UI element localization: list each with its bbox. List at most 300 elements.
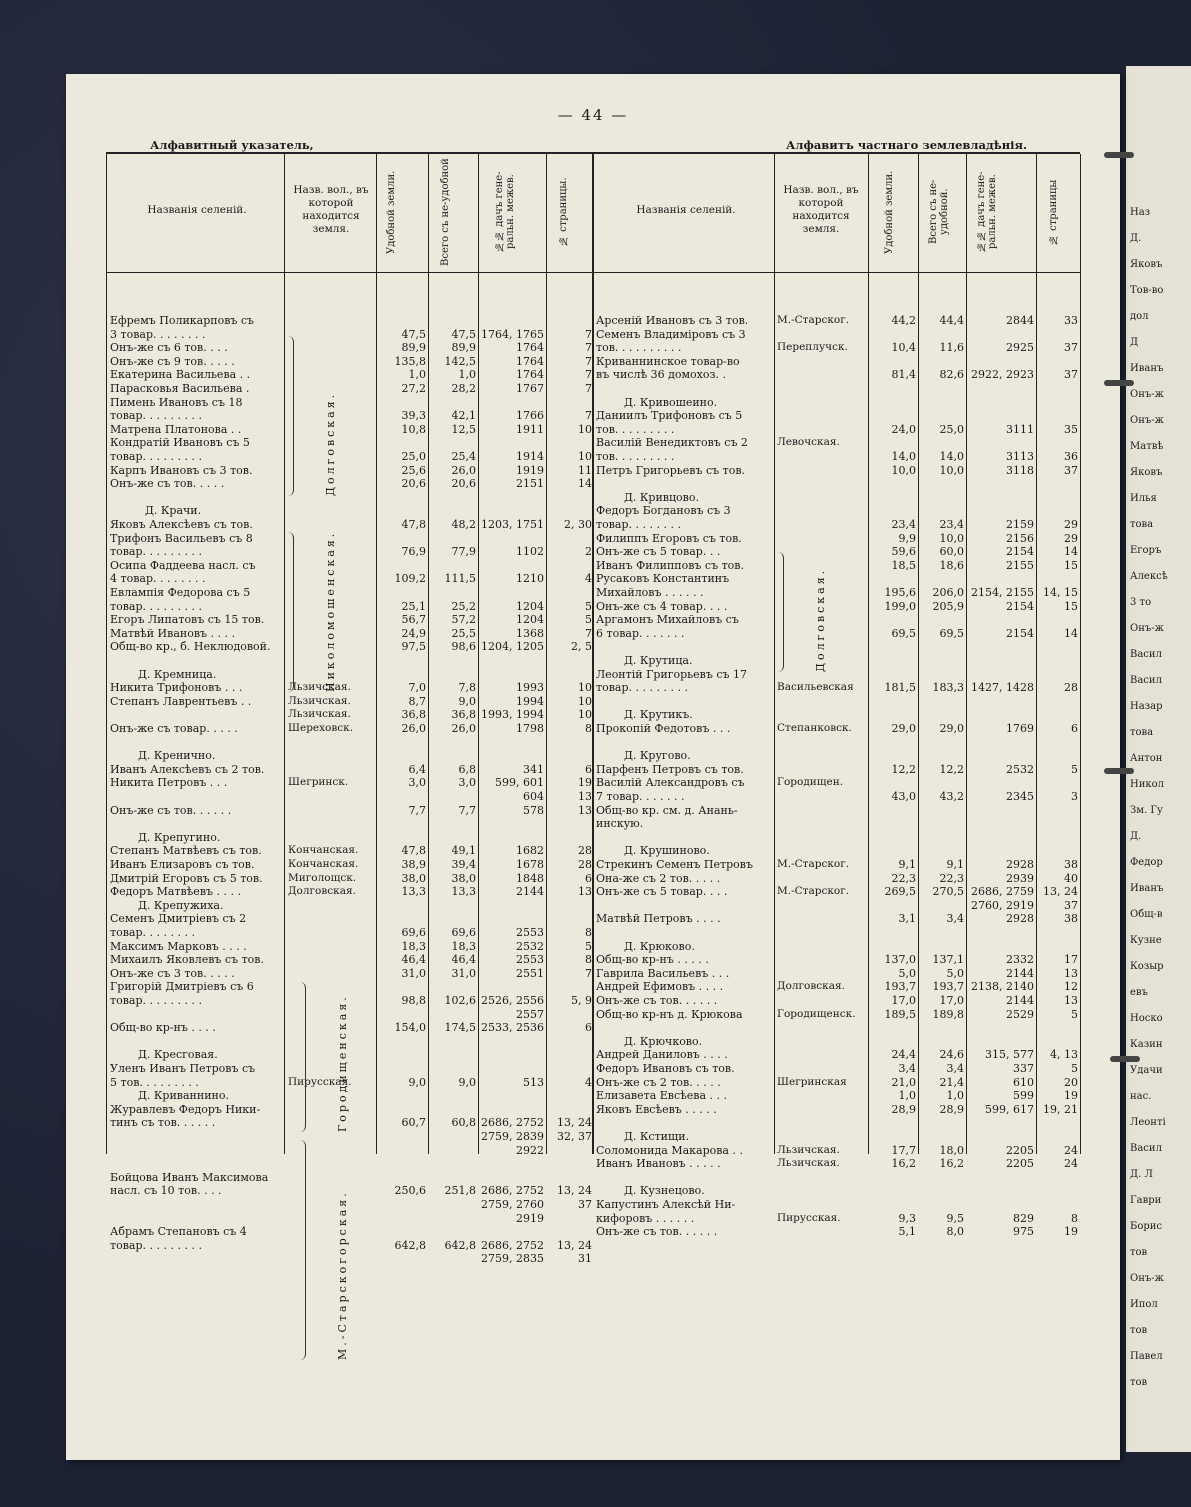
- row-total: 25,5: [451, 626, 476, 640]
- row-total: 31,0: [451, 966, 476, 980]
- row-name: Евлампія Федорова съ 5: [110, 586, 251, 599]
- row-dachi: 1914: [516, 450, 544, 463]
- row-total: 14,0: [939, 450, 964, 463]
- row-dachi: 1210: [516, 572, 544, 586]
- row-udob: 76,9: [401, 545, 426, 559]
- row-udob: 24,4: [891, 1048, 916, 1062]
- row-total: 11,6: [939, 341, 964, 355]
- row-dachi: 2686, 2752: [481, 1184, 544, 1198]
- row-page: 5: [1071, 762, 1078, 776]
- row-dachi: 2151: [516, 477, 544, 491]
- row-name: товар. . . . . . . . .: [596, 681, 688, 695]
- row-udob: 7,7: [408, 803, 426, 817]
- row-page: 5, 9: [571, 994, 592, 1007]
- row-page: 2, 5: [571, 640, 592, 654]
- row-name: Д. Кстищи.: [596, 1130, 690, 1143]
- next-page-fragment: Егоръ: [1130, 545, 1162, 556]
- row-dachi: 2154: [1006, 626, 1034, 640]
- row-dachi: 604: [523, 790, 544, 803]
- row-page: 13, 24: [557, 1184, 592, 1198]
- row-udob: 18,3: [401, 939, 426, 953]
- row-total: 1,0: [458, 368, 476, 382]
- group-brace: [300, 1140, 306, 1360]
- row-page: 11: [578, 463, 592, 477]
- row-udob: 24,0: [891, 422, 916, 436]
- row-page: 5: [585, 613, 592, 627]
- row-dachi: 2759, 2835: [481, 1252, 544, 1266]
- row-volost: М.-Старског.: [777, 858, 850, 870]
- row-udob: 22,3: [891, 871, 916, 885]
- row-udob: 137,0: [884, 953, 916, 967]
- page-number: — 44 —: [557, 106, 629, 124]
- row-dachi: 1764: [516, 368, 544, 382]
- row-udob: 7,0: [408, 681, 426, 695]
- row-name: кифоровъ . . . . . .: [596, 1211, 695, 1225]
- binder-clip-bottom: [1110, 1056, 1140, 1062]
- row-udob: 10,0: [891, 463, 916, 477]
- row-name: Егоръ Липатовъ съ 15 тов.: [110, 613, 265, 627]
- row-dachi: 975: [1013, 1225, 1034, 1239]
- row-udob: 642,8: [394, 1238, 426, 1252]
- row-dachi: 1911: [516, 422, 544, 436]
- row-udob: 3,0: [408, 776, 426, 790]
- row-name: Онъ-же съ тов. . . . . .: [596, 1225, 718, 1239]
- row-name: Иванъ Филипповъ съ тов.: [596, 558, 744, 572]
- row-udob: 250,6: [394, 1184, 426, 1198]
- row-udob: 60,7: [401, 1116, 426, 1130]
- row-dachi: 1102: [516, 545, 544, 559]
- row-total: 3,4: [946, 1062, 964, 1075]
- next-page-fragment: Васил: [1130, 1143, 1162, 1154]
- row-dachi: 1764: [516, 341, 544, 355]
- row-udob: 24,9: [401, 626, 426, 640]
- row-dachi: 1798: [516, 722, 544, 735]
- row-udob: 89,9: [401, 341, 426, 355]
- row-page: 37: [1064, 898, 1078, 912]
- row-volost: Городищен.: [777, 776, 844, 789]
- row-total: 12,5: [451, 422, 476, 436]
- row-total: 16,2: [939, 1157, 964, 1171]
- next-page-fragment: Носко: [1130, 1013, 1163, 1024]
- row-name: Общ-во кр-нъ . . . . .: [596, 953, 709, 967]
- row-udob: 39,3: [401, 409, 426, 423]
- row-page: 4: [585, 1075, 592, 1089]
- row-udob: 27,2: [401, 382, 426, 395]
- row-udob: 38,9: [401, 858, 426, 871]
- row-dachi: 315, 577: [985, 1048, 1034, 1062]
- next-page-fragment: Васил: [1130, 649, 1162, 660]
- row-dachi: 1204: [516, 599, 544, 613]
- next-page-fragment: Удачи: [1130, 1065, 1163, 1076]
- row-total: 189,8: [932, 1007, 964, 1021]
- row-name: Даниилъ Трифоновъ съ 5: [596, 409, 743, 423]
- row-name: Карпъ Ивановъ съ 3 тов.: [110, 463, 253, 477]
- row-page: 10: [578, 422, 592, 436]
- header-volost-right: Назв. вол., въ которой находится земля.: [783, 184, 859, 235]
- row-total: 137,1: [932, 953, 964, 967]
- row-udob: 135,8: [394, 354, 426, 368]
- row-page: 36: [1064, 450, 1078, 463]
- row-volost: Левочская.: [777, 436, 840, 449]
- row-name: товар. . . . . . . . .: [110, 1238, 202, 1252]
- row-total: 29,0: [939, 722, 964, 735]
- next-page-fragment: Назар: [1130, 701, 1163, 712]
- row-total: 43,2: [939, 790, 964, 803]
- next-page-fragment: тов: [1130, 1247, 1148, 1258]
- row-total: 10,0: [939, 463, 964, 477]
- row-total: 28,9: [939, 1102, 964, 1116]
- row-name: Бойцова Иванъ Максимова: [110, 1170, 269, 1184]
- row-total: 13,3: [451, 885, 476, 899]
- row-total: 69,6: [451, 926, 476, 939]
- row-dachi: 2551: [516, 966, 544, 980]
- row-total: 60,8: [451, 1116, 476, 1130]
- header-right: Алфавитъ частнаго землевладѣнія.: [786, 138, 1028, 152]
- row-name: Общ-во кр., б. Неклюдовой.: [110, 640, 271, 654]
- row-name: Д. Крачи.: [110, 504, 202, 518]
- row-name: 6 товар. . . . . . .: [596, 626, 685, 640]
- row-name: 3 товар. . . . . . . .: [110, 327, 206, 341]
- row-name: Михаилъ Яковлевъ съ тов.: [110, 953, 264, 967]
- row-page: 19, 21: [1043, 1102, 1078, 1116]
- row-name: Общ-во кр-нъ д. Крюкова: [596, 1007, 743, 1021]
- row-page: 24: [1064, 1143, 1078, 1157]
- row-total: 18,6: [939, 558, 964, 572]
- row-dachi: 3113: [1006, 450, 1034, 463]
- row-udob: 16,2: [891, 1157, 916, 1171]
- row-dachi: 2759, 2839: [481, 1130, 544, 1143]
- next-page-fragment: това: [1130, 727, 1154, 738]
- header-page-right: № страницы: [1048, 179, 1059, 245]
- row-dachi: 2553: [516, 953, 544, 967]
- row-dachi: 2759, 2760: [481, 1198, 544, 1211]
- row-dachi: 2159: [1006, 518, 1034, 531]
- row-total: 5,0: [946, 966, 964, 980]
- row-volost: Шегринская: [777, 1075, 847, 1088]
- row-total: 642,8: [444, 1238, 476, 1252]
- row-name: Яковъ Алексѣевъ съ тов.: [110, 518, 253, 531]
- row-name: Онъ-же съ тов. . . . .: [110, 477, 225, 491]
- row-page: 6: [585, 871, 592, 885]
- row-udob: 25,6: [401, 463, 426, 477]
- row-name: Степанъ Лаврентьевъ . .: [110, 694, 252, 708]
- row-total: 12,2: [939, 762, 964, 776]
- row-total: 82,6: [939, 368, 964, 382]
- row-volost: Переплучск.: [777, 341, 848, 354]
- row-dachi: 2939: [1006, 871, 1034, 885]
- row-name: Онъ-же съ тов. . . . . .: [110, 803, 232, 817]
- row-name: Гаврила Васильевъ . . .: [596, 966, 730, 980]
- row-name: Онъ-же съ товар. . . . .: [110, 722, 238, 735]
- row-name: Михайловъ . . . . . .: [596, 586, 704, 599]
- row-name: Онъ-же съ 9 тов. . . . .: [110, 354, 235, 368]
- row-dachi: 1204: [516, 613, 544, 627]
- row-total: 251,8: [444, 1184, 476, 1198]
- row-dachi: 2144: [1006, 994, 1034, 1007]
- row-name: товар. . . . . . . . .: [110, 994, 202, 1007]
- row-dachi: 1368: [516, 626, 544, 640]
- row-dachi: 599, 617: [985, 1102, 1034, 1116]
- row-total: 36,8: [451, 708, 476, 722]
- row-page: 32, 37: [557, 1130, 592, 1143]
- next-page-fragment: Иванъ: [1130, 363, 1164, 374]
- row-page: 6: [585, 762, 592, 776]
- row-name: Федоръ Ивановъ съ тов.: [596, 1062, 735, 1075]
- row-udob: 44,2: [891, 314, 916, 327]
- next-page-fragment: Илья: [1130, 493, 1157, 504]
- row-dachi: 341: [523, 762, 544, 776]
- row-page: 7: [585, 409, 592, 423]
- row-page: 37: [1064, 341, 1078, 355]
- row-dachi: 2144: [516, 885, 544, 899]
- row-volost: Миголощск.: [288, 871, 357, 884]
- group-brace: [300, 982, 306, 1132]
- row-udob: 31,0: [401, 966, 426, 980]
- row-name: Осипа Фаддеева насл. съ: [110, 558, 256, 572]
- row-total: 38,0: [451, 871, 476, 885]
- row-udob: 1,0: [408, 368, 426, 382]
- row-page: 38: [1064, 858, 1078, 871]
- row-name: Степанъ Матвѣевъ съ тов.: [110, 844, 262, 858]
- row-page: 40: [1064, 871, 1078, 885]
- row-page: 14: [1064, 545, 1078, 559]
- row-udob: 36,8: [401, 708, 426, 722]
- row-name: Никита Трифоновъ . . .: [110, 681, 243, 695]
- header-volost-left: Назв. вол., въ которой находится земля.: [293, 184, 369, 235]
- row-page: 15: [1064, 558, 1078, 572]
- row-dachi: 1993: [516, 681, 544, 695]
- group-brace: [778, 552, 784, 672]
- row-page: 29: [1064, 518, 1078, 531]
- next-page-fragment: евъ: [1130, 987, 1148, 998]
- row-name: Д. Кремница.: [110, 667, 217, 681]
- row-name: Пимень Ивановъ съ 18: [110, 395, 243, 409]
- row-udob: 193,7: [884, 980, 916, 994]
- row-page: 14: [578, 477, 592, 491]
- row-dachi: 1678: [516, 858, 544, 871]
- row-page: 14: [1064, 626, 1078, 640]
- row-udob: 14,0: [891, 450, 916, 463]
- row-name: Онъ-же съ 5 товар. . . .: [596, 885, 728, 899]
- next-page-fragment: Онъ-ж: [1130, 1273, 1164, 1284]
- next-page-fragment: Ипол: [1130, 1299, 1158, 1310]
- row-dachi: 829: [1013, 1211, 1034, 1225]
- binder-clip-top: [1104, 152, 1134, 158]
- next-page-fragment: тов: [1130, 1377, 1148, 1388]
- row-volost: Льзичская.: [288, 708, 351, 721]
- row-name: Д. Кузнецово.: [596, 1184, 705, 1198]
- row-udob: 26,0: [401, 722, 426, 735]
- row-volost: Льзичская.: [777, 1157, 840, 1170]
- row-name: 7 товар. . . . . . .: [596, 790, 685, 803]
- row-page: 8: [1071, 1211, 1078, 1225]
- row-udob: 3,1: [898, 912, 916, 926]
- row-name: товар. . . . . . . .: [596, 518, 681, 531]
- row-page: 7: [585, 341, 592, 355]
- row-name: Василій Александровъ съ: [596, 776, 745, 790]
- row-total: 142,5: [444, 354, 476, 368]
- row-udob: 25,0: [401, 450, 426, 463]
- next-page-fragment: Федор: [1130, 857, 1163, 868]
- row-name: товар. . . . . . . . .: [110, 599, 202, 613]
- row-name: Андрей Даниловъ . . . .: [596, 1048, 728, 1062]
- row-dachi: 513: [523, 1075, 544, 1089]
- next-page-fragment: Д.: [1130, 831, 1142, 842]
- row-udob: 199,0: [884, 599, 916, 613]
- row-page: 17: [1064, 953, 1078, 967]
- row-page: 14, 15: [1043, 586, 1078, 599]
- row-dachi: 1994: [516, 694, 544, 708]
- row-volost: Степанковск.: [777, 722, 852, 734]
- row-name: Матвѣй Ивановъ . . . .: [110, 626, 236, 640]
- row-page: 19: [578, 776, 592, 790]
- row-total: 48,2: [451, 518, 476, 531]
- row-name: Трифонъ Васильевъ съ 8: [110, 531, 253, 545]
- next-page-fragment: Леонті: [1130, 1117, 1166, 1128]
- row-name: Д. Крепужиха.: [110, 898, 224, 912]
- row-name: Общ-во кр-нъ . . . .: [110, 1021, 216, 1035]
- group-volost-label: Городищенская.: [336, 994, 349, 1132]
- row-total: 18,0: [939, 1143, 964, 1157]
- row-name: Д. Крутикъ.: [596, 708, 693, 722]
- row-total: 3,0: [458, 776, 476, 790]
- row-name: Кондратій Ивановъ съ 5: [110, 436, 250, 450]
- row-dachi: 1427, 1428: [971, 681, 1034, 695]
- row-name: Д. Кривошеино.: [596, 395, 718, 409]
- header-udob-right: Удобной земли.: [884, 170, 895, 254]
- row-total: 89,9: [451, 341, 476, 355]
- row-volost: Кончанская.: [288, 844, 359, 857]
- row-total: 49,1: [451, 844, 476, 858]
- row-dachi: 2533, 2536: [481, 1021, 544, 1035]
- row-total: 9,5: [946, 1211, 964, 1225]
- row-udob: 25,1: [401, 599, 426, 613]
- row-page: 7: [585, 382, 592, 395]
- group-volost-label: М.-Старскогорская.: [336, 1190, 349, 1360]
- book-page: [66, 74, 1120, 1460]
- row-total: 6,8: [458, 762, 476, 776]
- row-name: Дмитрій Егоровъ съ 5 тов.: [110, 871, 263, 885]
- row-total: 77,9: [451, 545, 476, 559]
- header-page-left: № страницы.: [558, 177, 569, 247]
- row-name: товар. . . . . . . . .: [110, 450, 202, 463]
- row-page: 28: [578, 844, 592, 858]
- row-total: 39,4: [451, 858, 476, 871]
- row-name: Д. Крушиново.: [596, 844, 710, 858]
- row-page: 37: [578, 1198, 592, 1211]
- row-name: Онъ-же съ тов. . . . . .: [596, 994, 718, 1007]
- next-page-fragment: това: [1130, 519, 1154, 530]
- row-name: Яковъ Евсѣевъ . . . . .: [596, 1102, 717, 1116]
- column-rule: [592, 154, 594, 1154]
- header-dachi-right: №№ дачъ гене-ральн. межев.: [976, 171, 998, 253]
- row-dachi: 2686, 2752: [481, 1238, 544, 1252]
- row-page: 15: [1064, 599, 1078, 613]
- row-total: 22,3: [939, 871, 964, 885]
- row-total: 21,4: [939, 1075, 964, 1089]
- row-dachi: 578: [523, 803, 544, 817]
- row-udob: 47,8: [401, 844, 426, 858]
- row-volost: Долговская.: [777, 980, 845, 993]
- row-total: 7,7: [458, 803, 476, 817]
- row-volost: Городищенск.: [777, 1007, 856, 1020]
- next-page-fragment: Яковъ: [1130, 259, 1163, 270]
- row-name: Д. Кривцово.: [596, 490, 699, 504]
- row-name: Аргамонъ Михайловъ съ: [596, 613, 739, 627]
- column-rule: [774, 154, 775, 1154]
- column-rule: [106, 154, 107, 1154]
- row-dachi: 2154: [1006, 599, 1034, 613]
- row-page: 7: [585, 368, 592, 382]
- row-name: Парфенъ Петровъ съ тов.: [596, 762, 744, 776]
- next-page-fragment: Борис: [1130, 1221, 1163, 1232]
- row-name: Ефремъ Поликарповъ съ: [110, 314, 255, 327]
- row-name: Стрекинъ Семенъ Петровъ: [596, 858, 753, 871]
- row-name: Русаковъ Константинъ: [596, 572, 730, 586]
- row-name: Соломонида Макарова . .: [596, 1143, 743, 1157]
- row-page: 7: [585, 966, 592, 980]
- row-page: 13: [578, 885, 592, 899]
- row-page: 8: [585, 926, 592, 939]
- header-dachi-left: №№ дачъ гене-ральн. межев.: [494, 171, 516, 253]
- row-page: 12: [1064, 980, 1078, 994]
- row-dachi: 2557: [516, 1007, 544, 1021]
- row-total: 17,0: [939, 994, 964, 1007]
- next-page-fragment: Васил: [1130, 675, 1162, 686]
- row-total: 10,0: [939, 531, 964, 545]
- row-dachi: 1769: [1006, 722, 1034, 735]
- row-udob: 18,5: [891, 558, 916, 572]
- row-dachi: 2156: [1006, 531, 1034, 545]
- row-udob: 154,0: [394, 1021, 426, 1035]
- group-brace: [288, 532, 294, 692]
- row-udob: 59,6: [891, 545, 916, 559]
- row-total: 102,6: [444, 994, 476, 1007]
- next-page-fragment: Алексѣ: [1130, 571, 1168, 582]
- row-udob: 195,6: [884, 586, 916, 599]
- header-total-right: Всего съ не-удобной.: [928, 179, 950, 245]
- row-udob: 5,1: [898, 1225, 916, 1239]
- row-total: 46,4: [451, 953, 476, 967]
- row-udob: 38,0: [401, 871, 426, 885]
- row-page: 31: [578, 1252, 592, 1266]
- row-dachi: 2532: [1006, 762, 1034, 776]
- next-page-fragment: Наз: [1130, 207, 1151, 218]
- row-page: 8: [585, 722, 592, 735]
- row-name: Уленъ Иванъ Петровъ съ: [110, 1062, 256, 1075]
- row-name: Иванъ Ивановъ . . . . .: [596, 1157, 721, 1171]
- row-name: Д. Кресговая.: [110, 1048, 218, 1062]
- row-total: 26,0: [451, 463, 476, 477]
- row-udob: 20,6: [401, 477, 426, 491]
- row-udob: 9,0: [408, 1075, 426, 1089]
- row-dachi: 2686, 2752: [481, 1116, 544, 1130]
- row-dachi: 1764, 1765: [481, 327, 544, 341]
- row-name: Д. Кругово.: [596, 749, 691, 763]
- row-name: Д. Криваннино.: [110, 1089, 229, 1103]
- row-name: 4 товар. . . . . . . .: [110, 572, 206, 586]
- row-total: 25,2: [451, 599, 476, 613]
- row-dachi: 2205: [1006, 1157, 1034, 1171]
- row-name: въ числѣ 36 домохоз. .: [596, 368, 726, 382]
- next-page-fragment: Зм. Гу: [1130, 805, 1163, 816]
- row-udob: 6,4: [408, 762, 426, 776]
- row-dachi: 2922, 2923: [971, 368, 1034, 382]
- row-dachi: 1764: [516, 354, 544, 368]
- row-name: Семенъ Дмитріевъ съ 2: [110, 912, 247, 926]
- row-page: 13: [578, 803, 592, 817]
- row-dachi: 2928: [1006, 858, 1034, 871]
